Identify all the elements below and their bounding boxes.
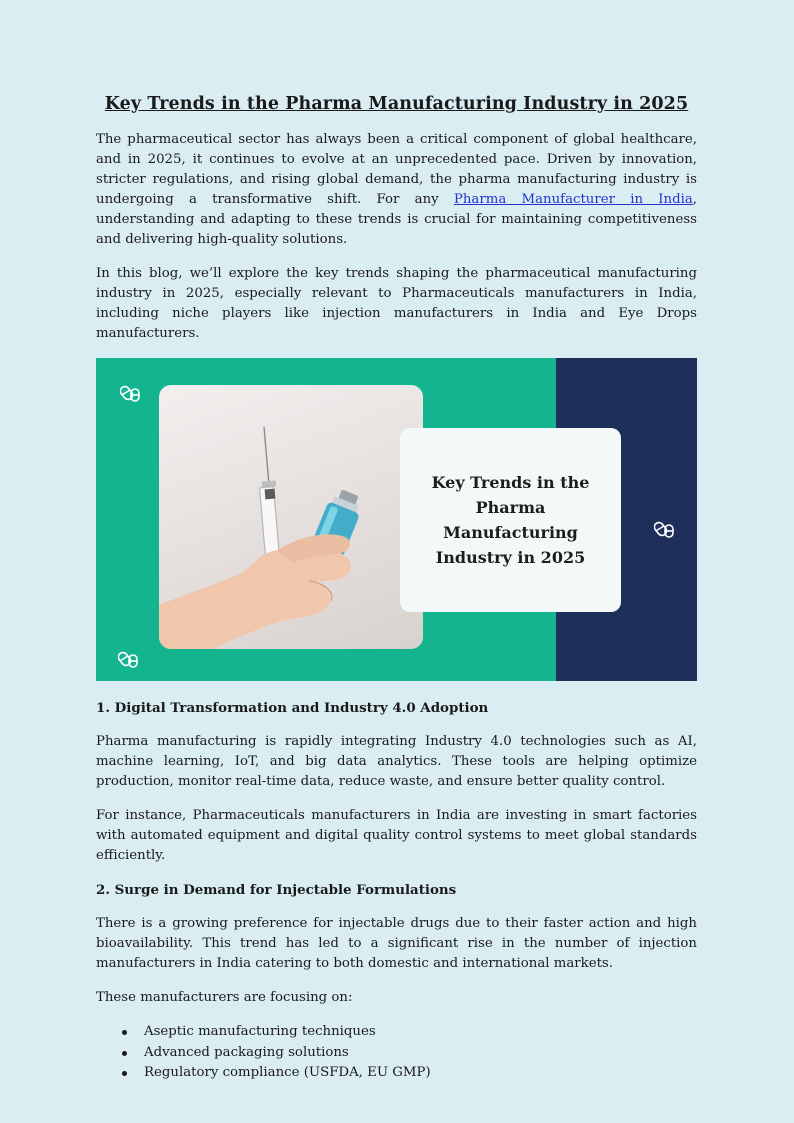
list-item: Advanced packaging solutions — [144, 1043, 697, 1064]
section1-heading: 1. Digital Transformation and Industry 4.0 Adoption — [96, 700, 489, 716]
banner-title: Key Trends in the Pharma Manufacturing Industry in 2025 — [431, 473, 590, 567]
intro-paragraph — [96, 130, 697, 250]
section2-heading: 2. Surge in Demand for Injectable Formulations — [96, 882, 457, 898]
section1-paragraph-2: For instance, Pharmaceuticals manufacturers in India are investing in smart factories with automated equipment and digital quality control systems to meet global standards efficiently. — [96, 808, 697, 863]
pharma-manufacturer-link[interactable]: Pharma Manufacturer in India — [453, 192, 693, 207]
list-item: Regulatory compliance (USFDA, EU GMP) — [144, 1063, 697, 1084]
banner-title-card — [400, 428, 621, 612]
intro-text-before-link: The pharmaceutical sector has always been a critical component of global healthcare, and in 2025, it continues to evolve at an unprecedented pace. Driven by innovation, stricter regulations, and rising global demand, the pharma manufacturing industry is undergoing a transformative shift. For any — [96, 132, 697, 207]
blog-intro-paragraph: In this blog, we’ll explore the key trends shaping the pharmaceutical manufacturing industry in 2025, especially relevant to Pharmaceuticals manufacturers in India, including niche players like injection manufacturers in India and Eye Drops manufacturers. — [96, 266, 697, 341]
section2-paragraph-2: These manufacturers are focusing on: — [96, 990, 353, 1005]
pill-icon — [118, 648, 140, 670]
hand-with-syringe-illustration — [159, 385, 423, 649]
focus-list — [96, 1022, 697, 1084]
list-item: Aseptic manufacturing techniques — [144, 1022, 697, 1043]
syringe-vial-photo — [159, 385, 423, 649]
hero-banner-image — [96, 358, 697, 681]
article — [96, 94, 697, 1084]
pill-icon — [120, 382, 142, 404]
pill-icon — [654, 518, 676, 540]
intro-text-after-link: , understanding and adapting to these trends is crucial for maintaining competitiveness and delivering high-quality solutions. — [96, 192, 697, 247]
hand-shape — [159, 534, 351, 649]
section1-paragraph-1: Pharma manufacturing is rapidly integrating Industry 4.0 technologies such as AI, machine learning, IoT, and big data analytics. These tools are helping optimize production, monitor real-time data, reduce waste, and ensure better quality control. — [96, 734, 697, 789]
section2-paragraph-1: There is a growing preference for injectable drugs due to their faster action and high bioavailability. This trend has led to a significant rise in the number of injection manufacturers in India catering to both domestic and international markets. — [96, 916, 697, 971]
page-title: Key Trends in the Pharma Manufacturing Industry in 2025 — [104, 94, 689, 114]
